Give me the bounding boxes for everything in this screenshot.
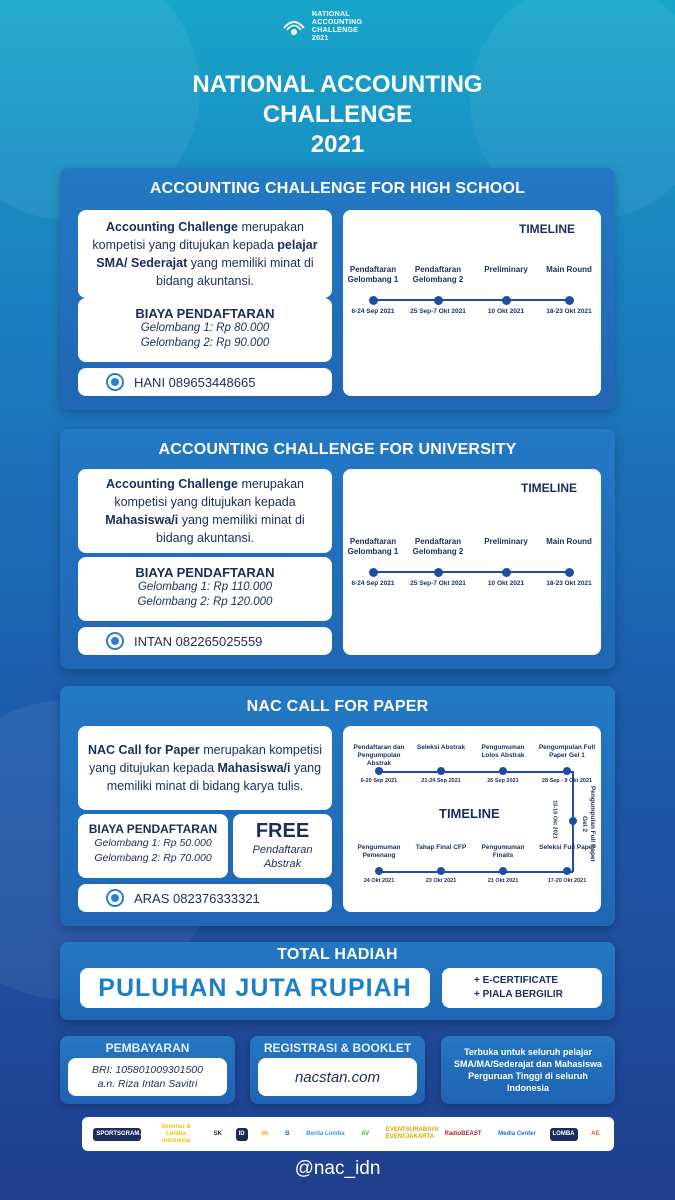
timeline-dot <box>434 296 443 305</box>
timeline-dot <box>499 767 507 775</box>
timeline-step-label: Tahap Final CFP <box>415 844 467 851</box>
paper-panel <box>60 686 615 926</box>
title-line: CHALLENGE <box>262 101 413 128</box>
payment-account: BRI: 105801009301500 <box>92 1064 203 1076</box>
timeline-step-label: Main Round <box>546 265 592 274</box>
fee-title: BIAYA PENDAFTARAN <box>135 306 275 321</box>
description-card: Accounting Challenge merupakan kompetisi yang ditujukan kepada pelajar SMA/ Sederajat yang memiliki minat di bidang akuntansi. <box>78 210 332 298</box>
timeline-step-date: 17-20 Okt 2021 <box>547 878 587 884</box>
panel-title: ACCOUNTING CHALLENGE FOR HIGH SCHOOL <box>149 180 526 197</box>
timeline-dot <box>437 767 445 775</box>
registration-link[interactable] <box>258 1058 417 1096</box>
timeline-step-date: 25 Sep-7 Okt 2021 <box>410 308 466 315</box>
timeline-step-date: 18-23 Okt 2021 <box>546 580 592 587</box>
free-subtitle: Pendaftaran Abstrak <box>252 844 313 870</box>
payment-card <box>68 1058 227 1096</box>
timeline-step-label: Pengumpulan Full Paper Gel 2 <box>581 785 596 863</box>
timeline-step-date: 10 Okt 2021 <box>487 308 525 315</box>
logo-text: CHALLENGE <box>311 27 359 34</box>
sponsor-logo: RadioBEAST <box>444 1130 482 1137</box>
timeline-dot <box>437 867 445 875</box>
sponsor-logo: Berita Lomba <box>306 1130 345 1137</box>
payment-name: a.n. Riza Intan Savitri <box>97 1078 198 1090</box>
timeline-step-label: Pendaftaran Gelombang 2 <box>412 265 464 284</box>
timeline-line <box>373 299 569 301</box>
prize-main-card <box>80 968 430 1008</box>
timeline-step-label: Pengumuman Pemenang <box>357 844 401 859</box>
fee-wave-2: Gelombang 2: Rp 90.000 <box>140 337 270 349</box>
fee-wave-2: Gelombang 2: Rp 120.000 <box>137 596 273 608</box>
prize-panel <box>60 942 615 1020</box>
sponsor-logo: AE <box>591 1130 600 1137</box>
timeline-step-label: Pendaftaran Gelombang 1 <box>347 537 399 556</box>
timeline-dot <box>375 767 383 775</box>
timeline-card <box>343 469 601 655</box>
contact-text: INTAN 082265025559 <box>134 633 263 649</box>
timeline-title: TIMELINE <box>439 806 500 821</box>
prize-main-text: PULUHAN JUTA RUPIAH <box>98 973 412 1002</box>
header-logo <box>282 12 402 42</box>
free-title: FREE <box>255 820 310 842</box>
timeline-step-label: Pendaftaran dan Pengumpulan Abstrak <box>353 744 405 767</box>
high-school-panel <box>60 168 615 410</box>
timeline-dot <box>563 767 571 775</box>
timeline-step-date: 23 Okt 2021 <box>425 878 457 884</box>
timeline-step-date: 26 Sep 2021 <box>487 778 519 784</box>
prize-extra-card <box>442 968 602 1008</box>
fee-wave-2: Gelombang 2: Rp 70.000 <box>94 852 212 864</box>
timeline-dot <box>502 568 511 577</box>
sponsor-logo: Media Center <box>498 1130 536 1137</box>
timeline-step-date: 21-24 Sep 2021 <box>421 778 461 784</box>
timeline-step-date: 25 Sep-7 Okt 2021 <box>410 580 466 587</box>
panel-title: NAC CALL FOR PAPER <box>246 698 429 715</box>
logo-text: 2021 <box>311 35 329 42</box>
timeline-title: TIMELINE <box>521 481 577 495</box>
timeline-title: TIMELINE <box>519 222 575 236</box>
fee-title: BIAYA PENDAFTARAN <box>88 822 218 836</box>
registration-title: REGISTRASI & BOOKLET <box>263 1041 412 1055</box>
timeline-step-label: Seleksi Full Paper <box>539 844 595 851</box>
timeline-step-label: Preliminary <box>484 537 528 546</box>
timeline-step-date: 6-20 Sep 2021 <box>360 778 398 784</box>
timeline-step-label: Pengumuman Finalis <box>481 844 525 859</box>
timeline-dot <box>434 568 443 577</box>
timeline-dot <box>565 296 574 305</box>
timeline-step-label: Pengumpulan Full Paper Gel 1 <box>538 744 596 759</box>
page-title <box>0 70 675 160</box>
timeline-line-top <box>377 771 573 773</box>
whatsapp-icon <box>106 632 124 650</box>
contact-card[interactable] <box>78 368 332 396</box>
sponsor-logo: LOMBA <box>550 1128 578 1141</box>
timeline-card <box>343 210 601 396</box>
sponsor-logo: ID <box>236 1128 248 1141</box>
timeline-dot <box>369 296 378 305</box>
fee-card <box>78 298 332 362</box>
whatsapp-icon <box>106 889 124 907</box>
contact-text: HANI 089653448665 <box>134 374 256 390</box>
timeline-step-label: Pendaftaran Gelombang 2 <box>412 537 464 556</box>
fee-card <box>78 814 228 878</box>
timeline-line <box>373 571 569 573</box>
timeline-step-date: 10-16 Okt 2021 <box>551 800 558 839</box>
contact-card[interactable] <box>78 627 332 655</box>
prize-extra-item: + E-CERTIFICATE <box>474 975 558 986</box>
timeline-step-label: Preliminary <box>484 265 528 274</box>
fee-card <box>78 557 332 621</box>
description-card: NAC Call for Paper merupakan kompetisi yang ditujukan kepada Mahasiswa/i yang memiliki minat di bidang karya tulis. <box>78 726 332 810</box>
timeline-card <box>343 726 601 912</box>
timeline-step-label: Main Round <box>546 537 592 546</box>
free-abstract-card <box>233 814 332 878</box>
contact-text: ARAS 082376333321 <box>134 890 260 906</box>
logo-text: NATIONAL ACCOUNTING <box>311 11 363 26</box>
timeline-dot <box>369 568 378 577</box>
sponsor-bar <box>82 1117 614 1151</box>
university-panel <box>60 429 615 669</box>
description-card: Accounting Challenge merupakan kompetisi yang ditujukan kepada Mahasiswa/i yang memiliki minat di bidang akuntansi. <box>78 469 332 553</box>
registration-panel <box>250 1036 425 1104</box>
payment-panel <box>60 1036 235 1104</box>
timeline-step-date: 6-24 Sep 2021 <box>351 308 395 315</box>
sponsor-logo: AV <box>361 1130 370 1137</box>
timeline-step-date: 10 Okt 2021 <box>487 580 525 587</box>
timeline-dot <box>563 867 571 875</box>
timeline-dot <box>502 296 511 305</box>
nac-logo-icon <box>282 16 306 38</box>
registration-url: nacstan.com <box>294 1068 381 1086</box>
title-line: NATIONAL ACCOUNTING <box>192 71 483 98</box>
prize-title: TOTAL HADIAH <box>277 946 398 963</box>
timeline-step-date: 6-24 Sep 2021 <box>351 580 395 587</box>
whatsapp-icon <box>106 373 124 391</box>
timeline-step-label: Pendaftaran Gelombang 1 <box>347 265 399 284</box>
timeline-step-date: 24 Okt 2021 <box>363 878 395 884</box>
payment-title: PEMBAYARAN <box>105 1041 190 1055</box>
timeline-step-label: Seleksi Abstrak <box>416 744 466 751</box>
eligibility-text: Terbuka untuk seluruh pelajar SMA/MA/Sederajat dan Mahasiswa Perguruan Tinggi di seluruh Indonesia <box>453 1047 603 1093</box>
fee-title: BIAYA PENDAFTARAN <box>135 565 275 580</box>
title-line: 2021 <box>310 131 365 158</box>
timeline-dot <box>565 568 574 577</box>
timeline-step-date: 18-23 Okt 2021 <box>546 308 592 315</box>
timeline-step-label: Pengumuman Lolos Abstrak <box>481 744 525 759</box>
sponsor-logo: EVENTSURABAYA EVENTJAKARTA <box>385 1127 439 1140</box>
timeline-dot <box>499 867 507 875</box>
timeline-step-date: 21 Okt 2021 <box>487 878 519 884</box>
eligibility-panel <box>441 1036 615 1104</box>
instagram-handle[interactable]: @nac_idn <box>294 1158 381 1179</box>
sponsor-logo: SK <box>213 1130 222 1137</box>
timeline-step-date: 28 Sep - 9 Okt 2021 <box>541 778 593 784</box>
fee-wave-1: Gelombang 1: Rp 80.000 <box>140 322 270 334</box>
contact-card[interactable] <box>78 884 332 912</box>
sponsor-logo: dh <box>261 1130 269 1137</box>
timeline-dot <box>375 867 383 875</box>
timeline-dot <box>569 817 577 825</box>
fee-wave-1: Gelombang 1: Rp 110.000 <box>137 581 273 593</box>
sponsor-logo: SPORTSGRAM.ID <box>93 1128 141 1141</box>
panel-title: ACCOUNTING CHALLENGE FOR UNIVERSITY <box>158 441 517 458</box>
fee-wave-1: Gelombang 1: Rp 50.000 <box>94 837 212 849</box>
prize-extra-item: + PIALA BERGILIR <box>474 989 563 1000</box>
sponsor-logo: Seminar & Lomba Indonesia <box>161 1123 191 1144</box>
sponsor-logo: B <box>285 1130 290 1137</box>
timeline-line-bottom <box>377 871 573 873</box>
